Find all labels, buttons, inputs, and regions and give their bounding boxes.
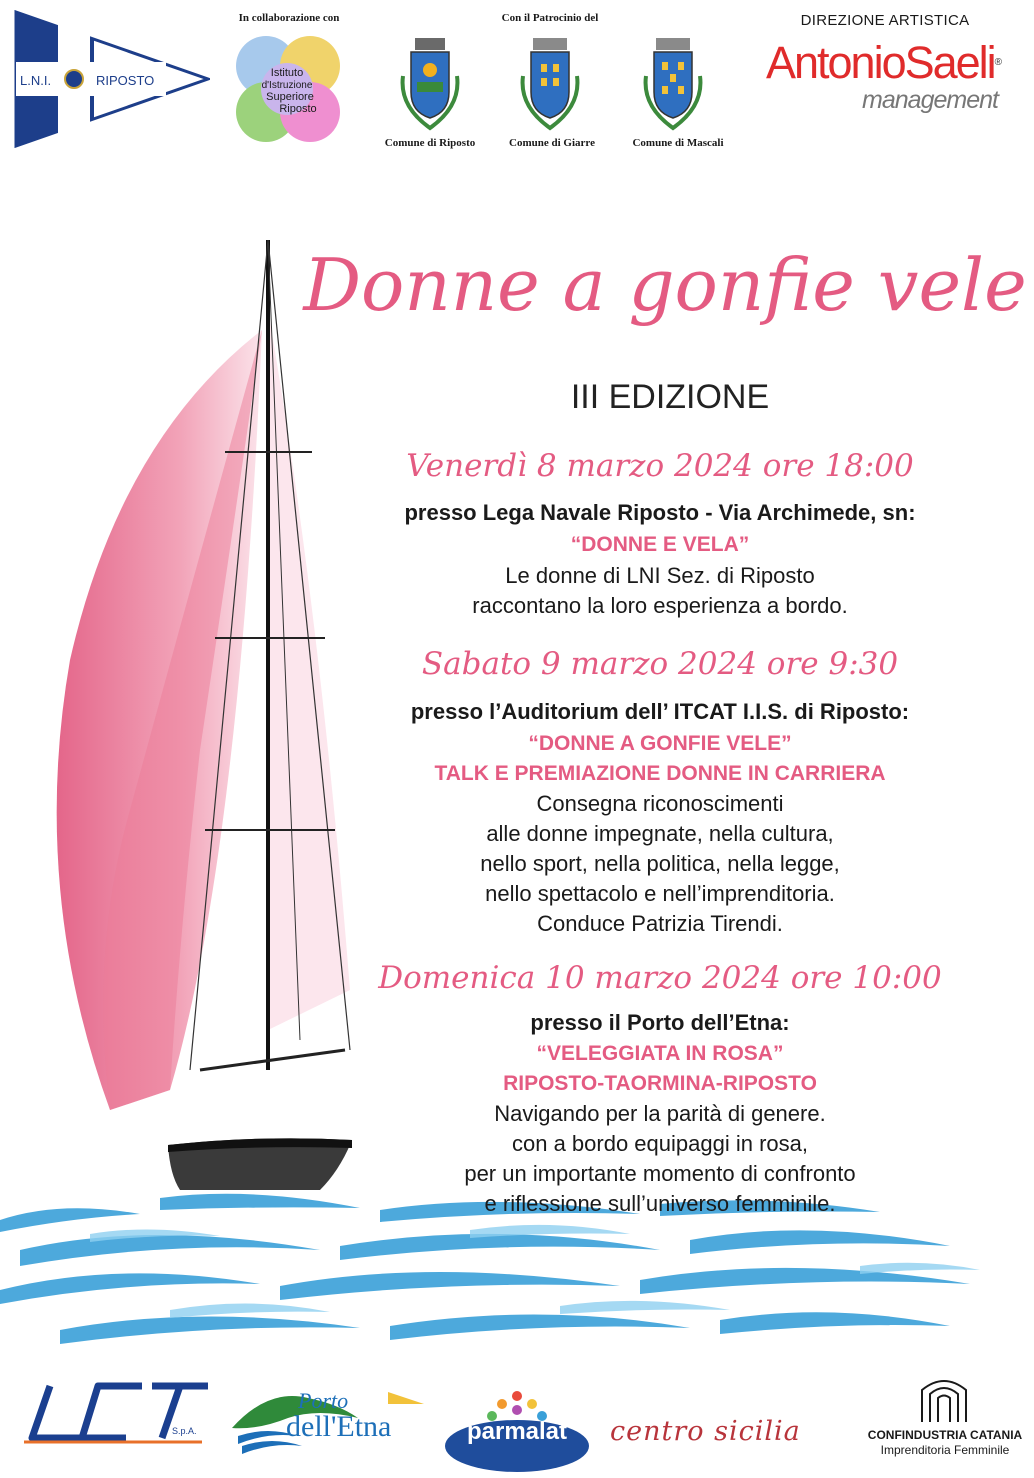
artistic-direction-label: DIREZIONE ARTISTICA bbox=[800, 12, 970, 29]
school-flower-logo bbox=[228, 30, 346, 148]
event-1-description-line: Le donne di LNI Sez. di Riposto bbox=[505, 563, 815, 588]
event-2-description-line: alle donne impegnate, nella cultura, bbox=[486, 821, 834, 846]
mascali-crest-icon bbox=[640, 36, 706, 132]
confindustria-logo bbox=[916, 1376, 972, 1424]
parmalat-text: parmalat bbox=[466, 1418, 568, 1445]
riposto-crest-icon bbox=[397, 36, 463, 132]
event-2-description-line: nello spettacolo e nell’imprenditoria. bbox=[485, 881, 835, 906]
lct-sub-text: S.p.A. bbox=[172, 1426, 197, 1436]
registered-mark: ® bbox=[994, 57, 1003, 68]
giarre-crest-icon bbox=[517, 36, 583, 132]
comune-name-mascali: Comune di Mascali bbox=[632, 137, 724, 149]
event-3-description-line: Navigando per la parità di genere. bbox=[494, 1101, 826, 1126]
centro-sicilia-logo-text: centro sicilia bbox=[610, 1416, 801, 1447]
event-2-description-line: Consegna riconoscimenti bbox=[536, 791, 784, 816]
edition-label: III EDIZIONE bbox=[570, 378, 770, 416]
confindustria-name: CONFINDUSTRIA CATANIA bbox=[867, 1428, 1023, 1442]
lct-logo bbox=[22, 1378, 212, 1448]
event-2-location: presso l’Auditorium dell’ ITCAT I.I.S. di Riposto: bbox=[410, 699, 910, 724]
event-2-description-line: Conduce Patrizia Tirendi. bbox=[537, 911, 783, 936]
event-3-description-line: con a bordo equipaggi in rosa, bbox=[512, 1131, 808, 1156]
lni-logo-text-left: L.N.I. bbox=[20, 73, 52, 88]
event-2-highlight: “DONNE A GONFIE VELE” bbox=[528, 732, 792, 755]
event-title: Donne a gonfie vele bbox=[303, 243, 1027, 327]
porto-etna-text-1: Porto bbox=[298, 1388, 349, 1413]
event-3-highlight: “VELEGGIATA IN ROSA” bbox=[536, 1042, 784, 1065]
event-2-description-line: nello sport, nella politica, nella legge, bbox=[480, 851, 840, 876]
svg-text:d'Istruzione: d'Istruzione bbox=[261, 80, 313, 91]
svg-text:Istituto: Istituto bbox=[270, 67, 304, 79]
lni-logo-text-right: RIPOSTO bbox=[96, 73, 155, 88]
svg-text:Riposto: Riposto bbox=[279, 103, 317, 115]
event-1-highlight: “DONNE E VELA” bbox=[570, 533, 750, 556]
porto-etna-text-2: dell'Etna bbox=[286, 1410, 392, 1443]
event-1-date: Venerdì 8 marzo 2024 ore 18:00 bbox=[406, 448, 914, 484]
event-1-location: presso Lega Navale Riposto - Via Archimede, sn: bbox=[404, 500, 916, 525]
event-2-highlight: TALK E PREMIAZIONE DONNE IN CARRIERA bbox=[434, 762, 886, 785]
collab-label: In collaborazione con bbox=[238, 12, 340, 24]
event-3-description-line: per un importante momento di confronto bbox=[464, 1161, 856, 1186]
event-1-description-line: raccontano la loro esperienza a bordo. bbox=[472, 593, 848, 618]
saeli-name: AntonioSaeli bbox=[765, 37, 995, 88]
svg-text:Superiore: Superiore bbox=[266, 91, 314, 103]
event-3-location: presso il Porto dell’Etna: bbox=[530, 1010, 790, 1035]
saeli-management-text: management bbox=[862, 86, 998, 114]
lni-riposto-pennant-logo bbox=[14, 10, 210, 148]
patronage-label: Con il Patrocinio del bbox=[501, 12, 599, 24]
event-2-date: Sabato 9 marzo 2024 ore 9:30 bbox=[421, 646, 899, 682]
comune-name-giarre: Comune di Giarre bbox=[509, 137, 595, 149]
comune-name-riposto: Comune di Riposto bbox=[384, 137, 476, 149]
event-3-highlight: RIPOSTO-TAORMINA-RIPOSTO bbox=[503, 1072, 817, 1095]
saeli-logo-text bbox=[748, 38, 1020, 88]
confindustria-subname: Imprenditoria Femminile bbox=[880, 1443, 1010, 1457]
event-3-description-line: e riflessione sull’universo femminile. bbox=[484, 1191, 836, 1216]
event-3-date: Domenica 10 marzo 2024 ore 10:00 bbox=[378, 960, 942, 996]
